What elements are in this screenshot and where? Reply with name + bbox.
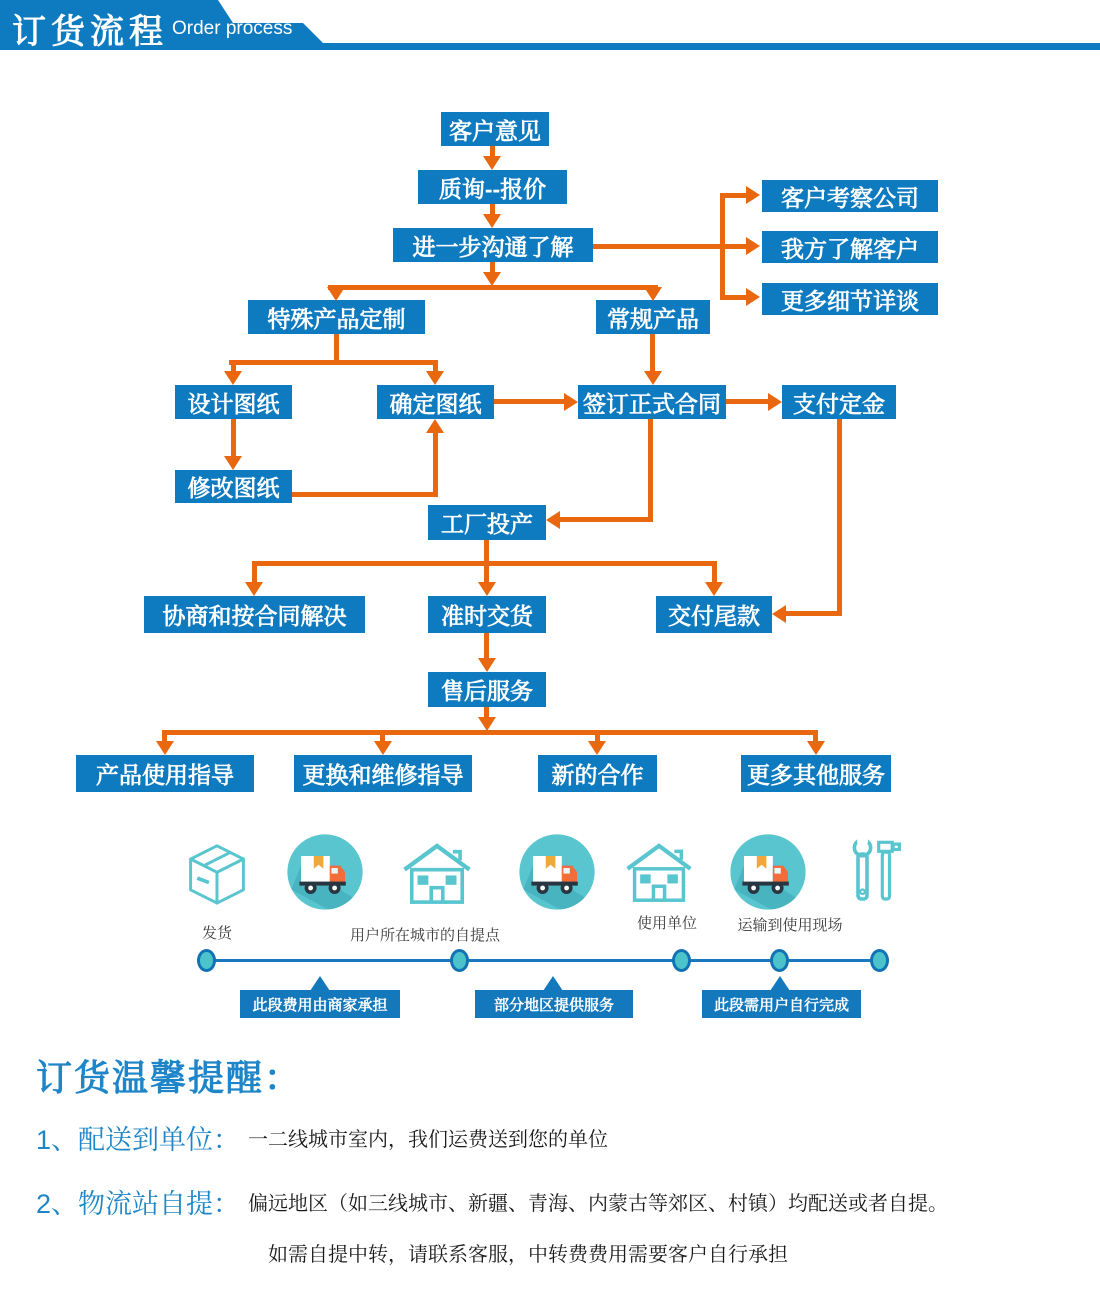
package-box-icon bbox=[180, 840, 254, 906]
flow-box-more-details-talk: 更多细节详谈 bbox=[762, 283, 938, 315]
repair-tools-icon bbox=[848, 836, 904, 908]
flow-arrow-right bbox=[768, 393, 782, 411]
segment-pointer bbox=[543, 976, 563, 991]
flow-connector bbox=[231, 419, 236, 457]
flow-connector bbox=[484, 633, 489, 660]
flow-arrow-down bbox=[327, 287, 345, 301]
flow-arrow-down bbox=[588, 741, 606, 755]
flow-arrow-down bbox=[644, 371, 662, 385]
flow-box-factory-production: 工厂投产 bbox=[428, 505, 546, 540]
flow-arrow-right bbox=[746, 237, 760, 255]
flow-box-more-other-services: 更多其他服务 bbox=[741, 755, 891, 792]
flow-box-after-sales-service: 售后服务 bbox=[428, 672, 546, 707]
segment-label-user: 此段需用户自行完成 bbox=[702, 990, 861, 1018]
label-use-unit: 使用单位 bbox=[636, 915, 697, 932]
flow-connector bbox=[648, 419, 653, 522]
flow-connector bbox=[720, 193, 748, 198]
flow-box-new-cooperation: 新的合作 bbox=[538, 755, 657, 792]
flow-arrow-down bbox=[483, 156, 501, 170]
flow-arrow-left bbox=[546, 511, 560, 529]
flow-box-product-usage-guidance: 产品使用指导 bbox=[76, 755, 254, 792]
flow-connector bbox=[720, 295, 748, 300]
flow-arrow-down bbox=[374, 741, 392, 755]
label-pickup-point: 用户所在城市的自提点 bbox=[349, 927, 500, 944]
flow-box-customer-feedback: 客户意见 bbox=[441, 112, 549, 146]
flow-connector bbox=[328, 285, 658, 290]
house-icon bbox=[623, 843, 695, 903]
note-1-text: 一二线城市室内，我们运费送到您的单位 bbox=[248, 1129, 609, 1151]
delivery-truck-icon bbox=[285, 832, 365, 912]
timeline-dot bbox=[870, 949, 889, 972]
timeline-dot bbox=[450, 949, 469, 972]
timeline-dot bbox=[197, 949, 216, 972]
flow-arrow-right bbox=[564, 393, 578, 411]
notes-title: 订货温馨提醒： bbox=[36, 1057, 303, 1098]
flow-box-customer-visit-company: 客户考察公司 bbox=[762, 180, 938, 212]
flow-connector bbox=[229, 360, 438, 365]
flow-connector bbox=[559, 517, 653, 522]
flow-arrow-down bbox=[483, 272, 501, 286]
flow-arrow-down bbox=[245, 582, 263, 596]
flow-arrow-right bbox=[746, 186, 760, 204]
house-icon bbox=[400, 843, 474, 905]
flow-box-special-custom-product: 特殊产品定制 bbox=[248, 300, 425, 334]
label-transport-site: 运输到使用现场 bbox=[737, 917, 843, 934]
flow-arrow-down bbox=[478, 658, 496, 672]
flow-box-we-know-customer: 我方了解客户 bbox=[762, 231, 938, 263]
flow-box-sign-formal-contract: 签订正式合同 bbox=[578, 385, 726, 419]
label-ship: 发货 bbox=[201, 925, 232, 942]
flow-arrow-down bbox=[426, 371, 444, 385]
flow-connector bbox=[292, 492, 438, 497]
note-1-label: 配送到单位： bbox=[78, 1125, 241, 1155]
note-2-number: 2、 bbox=[36, 1189, 79, 1219]
flow-connector bbox=[726, 399, 770, 404]
note-item-1 bbox=[36, 1118, 608, 1157]
flow-connector bbox=[593, 244, 725, 249]
delivery-truck-icon bbox=[517, 832, 597, 912]
flow-arrow-down bbox=[156, 741, 174, 755]
flow-box-inquiry-quote: 质询--报价 bbox=[418, 170, 567, 204]
note-1-number: 1、 bbox=[36, 1125, 79, 1155]
flow-box-modify-drawing: 修改图纸 bbox=[175, 470, 292, 503]
flow-arrow-right bbox=[746, 288, 760, 306]
flow-box-ontime-delivery: 准时交货 bbox=[428, 596, 546, 633]
flow-connector bbox=[786, 611, 842, 616]
timeline-dot bbox=[672, 949, 691, 972]
page-title: 订货流程 bbox=[12, 13, 168, 51]
flow-box-confirm-drawing: 确定图纸 bbox=[377, 385, 494, 419]
flow-box-regular-product: 常规产品 bbox=[596, 300, 710, 334]
flow-box-design-drawing: 设计图纸 bbox=[175, 385, 292, 419]
flow-arrow-down bbox=[483, 214, 501, 228]
flow-arrow-left bbox=[772, 605, 786, 623]
timeline-dot bbox=[770, 949, 789, 972]
segment-pointer bbox=[310, 976, 330, 991]
delivery-truck-icon bbox=[728, 832, 808, 912]
note-2-text: 偏远地区（如三线城市、新疆、青海、内蒙古等郊区、村镇）均配送或者自提。 bbox=[248, 1193, 949, 1215]
segment-label-merchant: 此段费用由商家承担 bbox=[240, 990, 400, 1018]
note-item-2 bbox=[36, 1182, 948, 1221]
flow-arrow-down bbox=[644, 287, 662, 301]
flow-connector bbox=[720, 244, 748, 249]
flow-box-negotiate-per-contract: 协商和按合同解决 bbox=[144, 596, 365, 633]
flow-arrow-down bbox=[478, 717, 496, 731]
page-subtitle: Order process bbox=[172, 18, 293, 39]
flow-connector bbox=[334, 334, 339, 362]
flow-box-pay-deposit: 支付定金 bbox=[782, 385, 896, 419]
flow-box-pay-balance: 交付尾款 bbox=[656, 596, 772, 633]
flow-arrow-down bbox=[705, 582, 723, 596]
flow-box-further-communication: 进一步沟通了解 bbox=[393, 228, 593, 262]
flow-connector bbox=[650, 334, 655, 372]
flow-connector bbox=[494, 399, 566, 404]
segment-label-partial: 部分地区提供服务 bbox=[475, 990, 633, 1018]
flow-connector bbox=[162, 730, 818, 735]
flow-connector bbox=[837, 419, 842, 614]
flow-connector bbox=[252, 561, 717, 566]
flow-arrow-down bbox=[224, 371, 242, 385]
note-item-3: 如需自提中转，请联系客服，中转费费用需要客户自行承担 bbox=[268, 1244, 788, 1266]
segment-pointer bbox=[770, 976, 790, 991]
flow-arrow-up bbox=[426, 419, 444, 433]
flow-arrow-down bbox=[807, 741, 825, 755]
note-2-label: 物流站自提： bbox=[78, 1189, 241, 1219]
flow-arrow-down bbox=[224, 456, 242, 470]
flow-connector bbox=[433, 431, 438, 497]
flow-arrow-down bbox=[478, 582, 496, 596]
flow-box-replacement-repair-guidance: 更换和维修指导 bbox=[294, 755, 472, 792]
